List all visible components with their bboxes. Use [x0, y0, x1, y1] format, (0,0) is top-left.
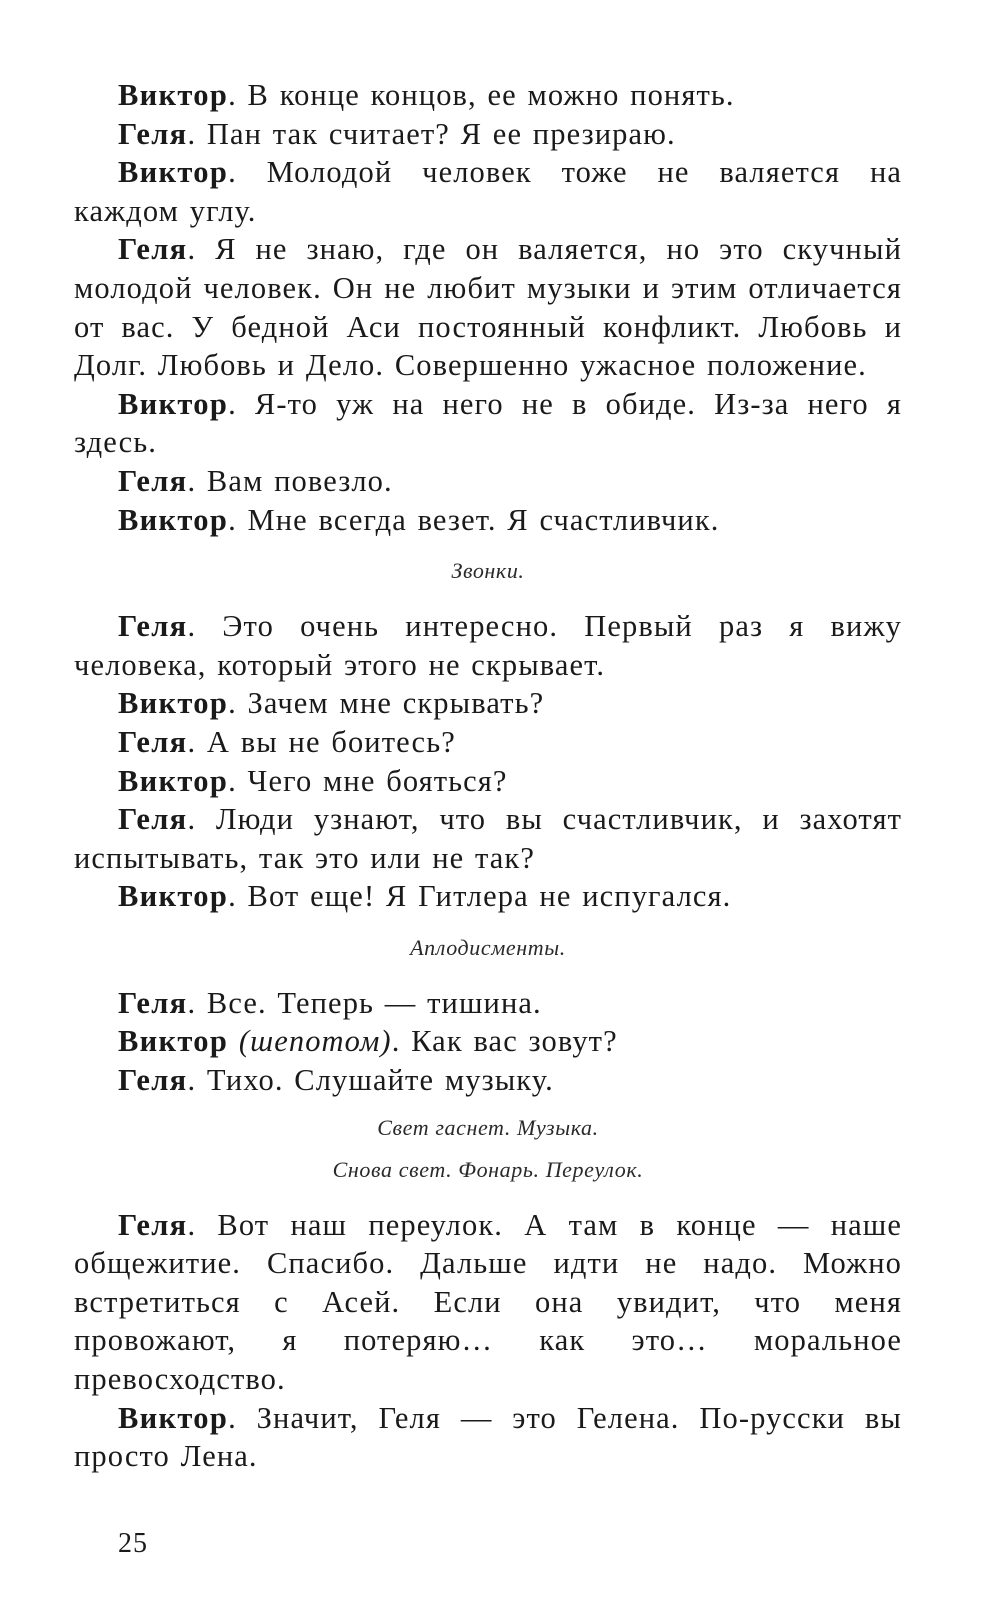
speaker-name: Виктор: [118, 686, 229, 721]
dialogue-line: [74, 76, 902, 115]
line-text: . Тихо. Слушайте музыку.: [187, 1063, 554, 1098]
dialogue-line: [74, 684, 902, 723]
dialogue-line: [74, 501, 902, 540]
line-text: . В конце концов, ее можно понять.: [228, 78, 735, 112]
dialogue-line: [74, 1061, 902, 1100]
speaker-name: Виктор: [118, 1400, 229, 1435]
dialogue-line: [74, 762, 902, 801]
line-text: . Я не знаю, где он валяется, но это скучный молодой человек. Он не любит музыки и этим отличается от вас. У бедной Аси постоянный конфликт. Любовь и Долг. Любовь и Дело. Совершенно ужасное положение.: [74, 232, 902, 383]
speaker-name: Виктор: [118, 386, 229, 421]
speaker-name: Геля: [118, 802, 188, 837]
line-text: . Как вас зовут?: [391, 1024, 618, 1059]
line-text: . Я-то уж на него не в обиде. Из-за него я здесь.: [74, 386, 902, 460]
line-text: . Мне всегда везет. Я счастливчик.: [228, 502, 720, 537]
dialogue-line: [74, 984, 902, 1023]
speaker-name: Виктор: [118, 78, 229, 112]
dialogue-line: [74, 800, 902, 877]
dialogue-line: [74, 1399, 902, 1476]
speaker-name: Виктор: [118, 879, 229, 914]
dialogue-line: [74, 607, 902, 684]
speaker-name: Виктор: [118, 502, 229, 537]
line-text: . Все. Теперь — тишина.: [187, 985, 542, 1020]
line-text: . Зачем мне скрывать?: [228, 686, 545, 721]
dialogue-line: [74, 115, 902, 154]
dialogue-line: [74, 877, 902, 916]
line-text: . Чего мне бояться?: [228, 763, 508, 798]
page-text: [74, 76, 902, 1476]
line-text: . Люди узнают, что вы счастливчик, и захотят испытывать, так это или не так?: [74, 802, 902, 875]
dialogue-line: [74, 1206, 902, 1399]
stage-direction: Звонки.: [451, 558, 525, 584]
dialogue-line: [74, 723, 902, 762]
dialogue-line: [74, 1022, 902, 1061]
speaker-name: Виктор: [118, 155, 229, 190]
speaker-name: Геля: [118, 724, 188, 759]
dialogue-line: [74, 385, 902, 462]
speaker-name: Геля: [118, 116, 188, 151]
line-text: . Значит, Геля — это Гелена. По-русски вы просто Лена.: [74, 1400, 902, 1474]
inline-stage-direction: (шепотом): [238, 1024, 392, 1059]
speaker-name: Геля: [118, 985, 188, 1020]
speaker-name: Виктор: [118, 763, 229, 798]
dialogue-line: [74, 153, 902, 230]
speaker-name: Геля: [118, 1063, 188, 1098]
dialogue-line: [74, 230, 902, 384]
speaker-name: Геля: [118, 463, 188, 498]
line-text: . А вы не боитесь?: [187, 724, 456, 759]
line-text: . Вот еще! Я Гитлера не испугался.: [228, 879, 732, 914]
line-text: . Это очень интересно. Первый раз я вижу человека, который этого не скрывает.: [74, 609, 902, 682]
page-number: 25: [118, 1528, 148, 1559]
stage-direction: Аплодисменты.: [410, 934, 566, 960]
speaker-name: Геля: [118, 1207, 188, 1242]
stage-direction: Снова свет. Фонарь. Переулок.: [332, 1156, 644, 1182]
stage-direction: Свет гаснет. Музыка.: [377, 1114, 599, 1140]
line-text: . Вот наш переулок. А там в конце — наше общежитие. Спасибо. Дальше идти не надо. Можно встретиться с Асей. Если она увидит, что меня провожают, я потеряю… как это… моральное превосходство.: [74, 1207, 902, 1397]
line-text: . Вам повезло.: [187, 463, 393, 498]
speaker-name: Геля: [118, 609, 188, 644]
line-text: . Пан так считает? Я ее презираю.: [187, 116, 676, 151]
line-text: . Молодой человек тоже не валяется на каждом углу.: [74, 155, 902, 228]
speaker-name: Геля: [118, 232, 188, 267]
speaker-name: Виктор: [118, 1024, 229, 1059]
dialogue-line: [74, 462, 902, 501]
